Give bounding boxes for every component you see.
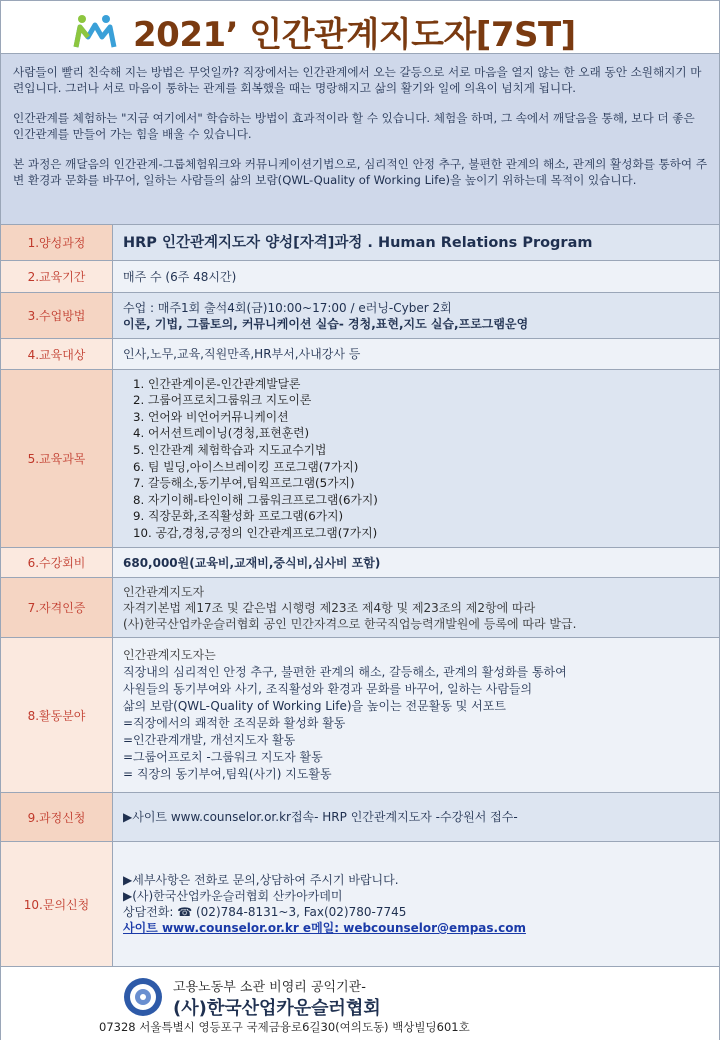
row-value	[113, 638, 719, 792]
row-value	[113, 261, 719, 292]
row-method	[1, 293, 719, 339]
cert-line: 자격기본법 제17조 및 같은법 시행령 제23조 제4항 및 제23조의 제2항에 따라	[123, 600, 536, 615]
row-value	[113, 793, 719, 841]
footer	[1, 967, 719, 1041]
row-target	[1, 339, 719, 370]
intro-paragraph: 사람들이 빨리 친숙해 지는 방법은 무엇일까? 직장에서는 인간관계에서 오는 갈등으로 서로 마음을 열지 않는 한 오래 동안 소원해지기 마련입니다. 그러나 서로 마음이 통하는 관계를 회복했을 때는 명랑해지고 삶의 활기와 일에 의욕이 넘치게 됩니다.	[13, 65, 702, 95]
intro-paragraph: 본 과정은 깨달음의 인간관계-그룹체험워크와 커뮤니케이션기법으로, 심리적인 안정 추구, 불편한 관계의 해소, 관계의 활성화를 통하여 주변 환경과 문화를 바꾸어, 일하는 사람들의 삶의 보람(QWL-Quality of Working Life)을 높이기 위하는데 목적이 있습니다.	[13, 157, 708, 187]
row-label: 10.문의신청	[1, 842, 113, 966]
activity-line: 직장내의 심리적인 안정 추구, 불편한 관계의 해소, 갈등해소, 관계의 활성화를 통하여	[123, 665, 567, 679]
intro-paragraph: 인간관계를 체험하는 "지금 여기에서" 학습하는 방법이 효과적이라 할 수 있습니다. 체험을 하며, 그 속에서 깨달음을 통해, 보다 더 좋은 인간관계를 만들어 가는 힘을 배울 수 있습니다.	[13, 111, 695, 141]
activity-line: 인간관계지도자는	[123, 648, 216, 662]
row-label: 4.교육대상	[1, 339, 113, 369]
subject-item: 5. 인간관계 체험학습과 지도교수기법	[133, 442, 327, 457]
activity-line: = 직장의 동기부여,팀웍(사기) 지도활동	[123, 767, 332, 781]
application-text[interactable]: ▶사이트 www.counselor.or.kr접속- HRP 인간관계지도자 -수강원서 접수-	[123, 810, 518, 824]
row-fee	[1, 548, 719, 578]
row-label: 9.과정신청	[1, 793, 113, 841]
inquiry-line: ▶(사)한국산업카운슬러협회 산카아카데미	[123, 889, 343, 903]
activity-line: =직장에서의 쾌적한 조직문화 활성화 활동	[123, 716, 346, 730]
inquiry-line: 상담전화: ☎ (02)784-8131~3, Fax(02)780-7745	[123, 905, 407, 919]
subject-item: 4. 어서션트레이닝(경청,표현훈련)	[133, 426, 310, 441]
intro-section	[1, 54, 719, 225]
subject-item: 9. 직장문화,조직활성화 프로그램(6가지)	[133, 509, 344, 524]
logo-icon	[73, 11, 117, 49]
row-label: 1.양성과정	[1, 225, 113, 260]
subject-item: 7. 갈등해소,동기부여,팀웍프로그램(5가지)	[133, 476, 355, 491]
row-activity	[1, 638, 719, 793]
row-period	[1, 261, 719, 293]
fee-text: 680,000원(교육비,교재비,중식비,심사비 포함)	[123, 555, 381, 570]
cert-line: (사)한국산업카운슬러협회 공인 민간자격으로 한국직업능력개발원에 등록에 따라 발급.	[123, 616, 577, 631]
row-value	[113, 370, 719, 547]
header	[1, 1, 719, 54]
inquiry-line: ▶세부사항은 전화로 문의,상담하여 주시기 바랍니다.	[123, 873, 399, 887]
footer-address: 07328 서울특별시 영등포구 국제금융로6길30(여의도동) 백상빌딩601호	[99, 1020, 470, 1034]
cert-line: 인간관계지도자	[123, 584, 205, 599]
subject-item: 2. 그룹어프로치그룹워크 지도이론	[133, 393, 312, 408]
row-inquiry	[1, 842, 719, 967]
website-email-link[interactable]: 사이트 www.counselor.or.kr e메일: webcounselor@empas.com	[123, 921, 526, 935]
footer-org-name: (사)한국산업카운슬러협회	[173, 998, 381, 1019]
association-seal-icon	[123, 977, 163, 1017]
target-text: 인사,노무,교육,직원만족,HR부서,사내강사 등	[123, 347, 361, 361]
activity-line: 사원들의 동기부여와 사기, 조직활성와 환경과 문화를 바꾸어, 일하는 사람들의	[123, 682, 533, 696]
activity-line: 삶의 보람(QWL-Quality of Working Life)을 높이는 전문활동 및 서포트	[123, 699, 506, 713]
subject-item: 6. 팀 빌딩,아이스브레이킹 프로그램(7가지)	[133, 459, 359, 474]
row-label: 5.교육과목	[1, 370, 113, 547]
course-name: HRP 인간관계지도자 양성[자격]과정 . Human Relations Program	[123, 234, 593, 251]
footer-agency: 고용노동부 소관 비영리 공익기관-	[173, 980, 366, 995]
row-subjects	[1, 370, 719, 548]
subject-item: 1. 인간관계이론-인간관계발달론	[133, 376, 301, 391]
row-course	[1, 225, 719, 261]
row-value	[113, 578, 719, 637]
row-label: 6.수강회비	[1, 548, 113, 577]
activity-line: =인간관계개발, 개선지도자 활동	[123, 733, 296, 747]
row-label: 7.자격인증	[1, 578, 113, 637]
row-value	[113, 842, 719, 966]
row-label: 8.활동분야	[1, 638, 113, 792]
method-line: 수업 : 매주1회 출석4회(금)10:00~17:00 / e러닝-Cyber 2회	[123, 300, 452, 315]
subject-item: 10. 공감,경청,긍정의 인간관계프로그램(7가지)	[133, 525, 378, 540]
row-value	[113, 293, 719, 338]
row-label: 2.교육기간	[1, 261, 113, 292]
row-value	[113, 225, 719, 260]
page-title: 2021’ 인간관계지도자[7ST]	[133, 15, 576, 55]
row-label: 3.수업방법	[1, 293, 113, 338]
activity-line: =그룹어프로치 -그룹워크 지도자 활동	[123, 750, 323, 764]
row-value	[113, 339, 719, 369]
row-application	[1, 793, 719, 842]
row-certification	[1, 578, 719, 638]
period-text: 매주 수 (6주 48시간)	[123, 269, 237, 284]
method-line: 이론, 기법, 그룹토의, 커뮤니케이션 실습- 경청,표현,지도 실습,프로그램운영	[123, 316, 529, 331]
subject-list	[123, 376, 709, 542]
row-value	[113, 548, 719, 577]
subject-item: 3. 언어와 비언어커뮤니케이션	[133, 409, 289, 424]
subject-item: 8. 자기이해-타인이해 그룹워크프로그램(6가지)	[133, 492, 378, 507]
